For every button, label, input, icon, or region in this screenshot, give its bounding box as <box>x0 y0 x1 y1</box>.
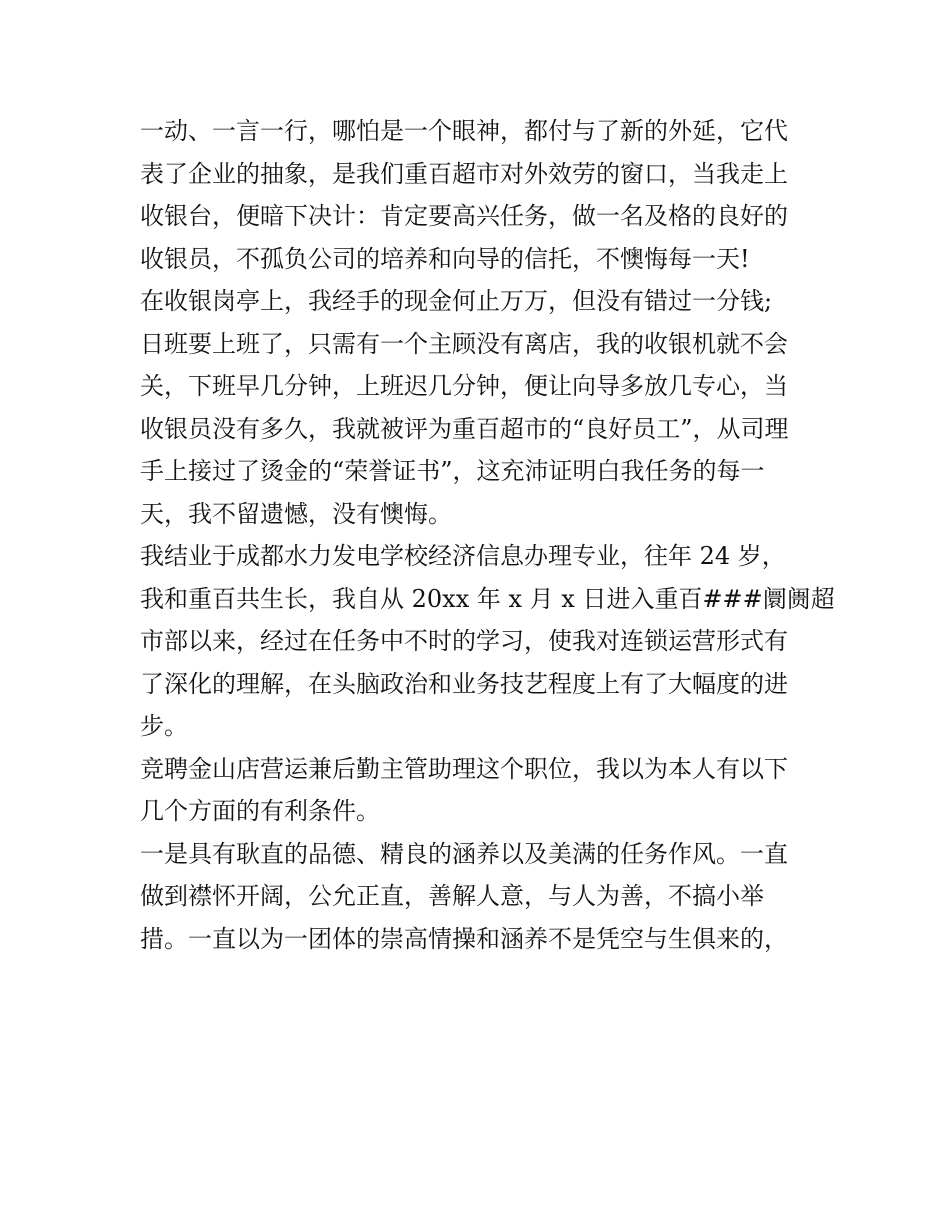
text-line: 手上接过了烫金的“荣誉证书”，这充沛证明白我任务的每一 <box>140 457 765 485</box>
text-line: 收银台，便暗下决计：肯定要高兴任务，做一名及格的良好的 <box>140 202 788 230</box>
text-line: 天，我不留遗憾，没有懊悔。 <box>140 499 452 528</box>
text-line: 我结业于成都水力发电学校经济信息办理专业，往年 24 岁， <box>140 542 786 570</box>
text-line: 了深化的理解，在头脑政治和业务技艺程度上有了大幅度的进 <box>140 669 788 698</box>
text-line: 做到襟怀开阔，公允正直，善解人意，与人为善，不搞小举 <box>140 882 764 910</box>
text-line: 措。一直以为一团体的崇高情操和涵养不是凭空与生俱来的， <box>140 924 788 953</box>
text-line: 一动、一言一行，哪怕是一个眼神，都付与了新的外延，它代 <box>140 117 788 145</box>
text-line: 竞聘金山店营运兼后勤主管助理这个职位，我以为本人有以下 <box>140 754 788 783</box>
text-line: 表了企业的抽象，是我们重百超市对外效劳的窗口，当我走上 <box>140 159 788 188</box>
text-line: 市部以来，经过在任务中不时的学习，使我对连锁运营形式有 <box>140 627 788 655</box>
text-line: 一是具有耿直的品德、精良的涵养以及美满的任务作风。一直 <box>140 839 788 868</box>
text-line: 在收银岗亭上，我经手的现金何止万万，但没有错过一分钱; <box>140 287 773 315</box>
text-line: 几个方面的有利条件。 <box>140 797 380 825</box>
text-line: 步。 <box>140 712 188 740</box>
document-body <box>140 110 835 960</box>
text-line: 日班要上班了，只需有一个主顾没有离店，我的收银机就不会 <box>140 329 788 358</box>
text-line: 收银员，不孤负公司的培养和向导的信托，不懊悔每一天! <box>140 244 750 273</box>
text-line: 关，下班早几分钟，上班迟几分钟，便让向导多放几专心，当 <box>140 372 788 400</box>
text-line: 我和重百共生长，我自从 20xx 年 x 月 x 日进入重百###阛阓超 <box>140 584 835 613</box>
text-line: 收银员没有多久，我就被评为重百超市的“良好员工”，从司理 <box>140 414 789 443</box>
